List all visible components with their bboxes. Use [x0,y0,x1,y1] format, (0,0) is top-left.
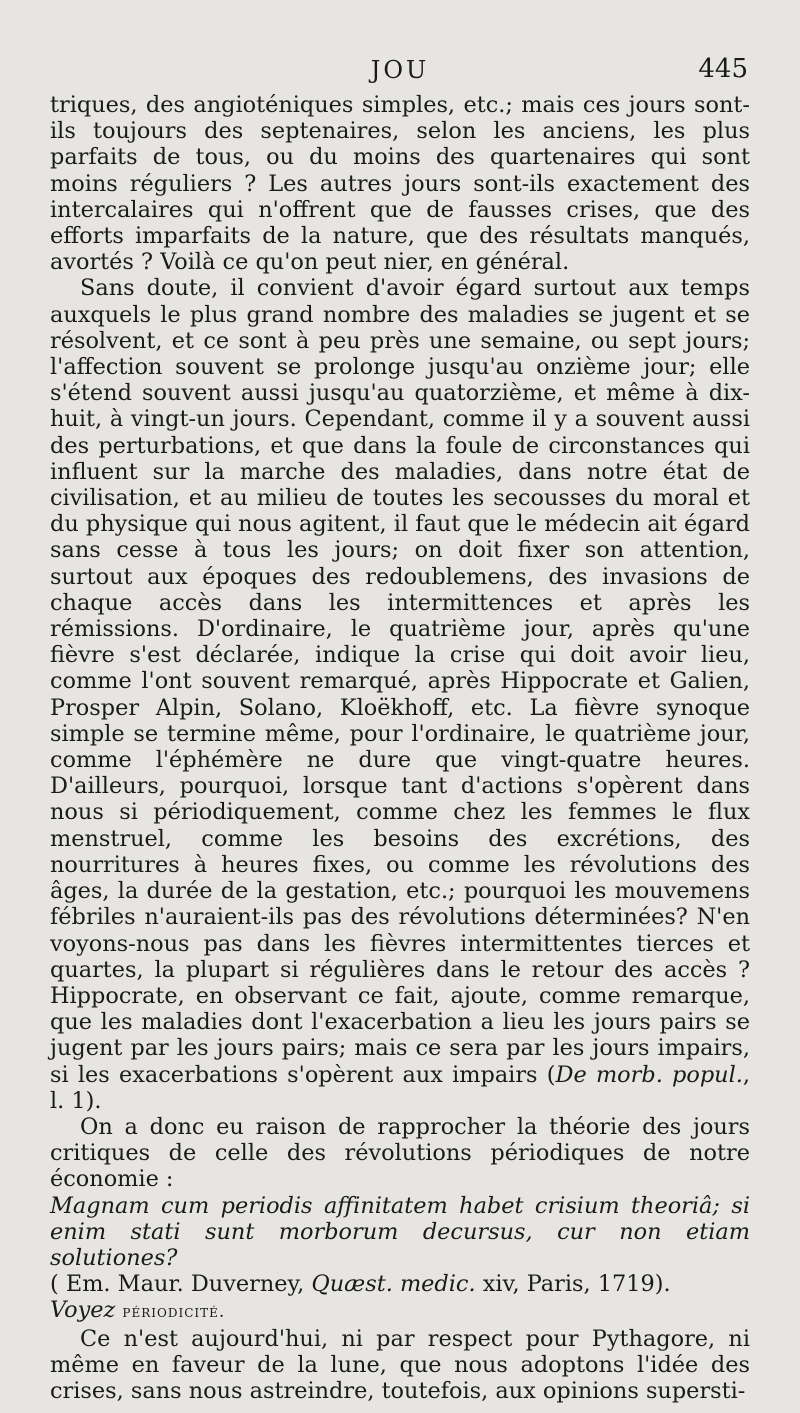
citation-end: , l. 1). [50,1061,751,1114]
page-number: 445 [698,54,748,84]
paragraph-4: Ce n'est aujourd'hui, ni par respect pour Pythagore, ni même en faveur de la lune, que nous adoptons l'idée des crises, sans nous astreindre, toutefois, aux opinions supersti- [50,1325,750,1404]
reference-work-title: Quæst. medic. [311,1271,476,1298]
paragraph-3: On a donc eu raison de rapprocher la théorie des jours critiques de celle des révolutions périodiques de notre économie : [50,1113,750,1193]
reference-author: ( Em. Maur. Duverney, [50,1271,305,1298]
running-head: JOU [370,56,430,84]
cross-reference-target: périodicité. [122,1302,226,1323]
duverney-reference [50,1271,750,1297]
reference-details: xiv, Paris, 1719). [482,1271,671,1298]
citation-de-morb-popul: De morb. popul. [555,1061,743,1088]
paragraph-2 [50,275,750,1114]
paragraph-1: triques, des angioténiques simples, etc.; mais ces jours sont-ils toujours des septenaires, selon les anciens, les plus parfaits de tous, ou du moins des quartenaires qui sont moins réguliers ? Les autres jours sont-ils exactement des intercalaires qui n'offrent que de fausses crises, que des efforts imparfaits de la nature, que des résultats manqués, avortés ? Voilà ce qu'on peut nier, en général. [50,92,750,276]
voyez-label: Voyez [50,1297,116,1324]
latin-quotation: Magnam cum periodis affinitatem habet crisium theoriâ; si enim stati sunt morborum decursus, cur non etiam solutiones? [50,1192,750,1271]
body-text [50,92,750,1404]
cross-reference [50,1297,750,1325]
paragraph-2-text: Sans doute, il convient d'avoir égard surtout aux temps auxquels le plus grand nombre des maladies se jugent et se résolvent, et ce sont à peu près une semaine, ou sept jours; l'affection souvent se prolonge jusqu'au onzième jour; elle s'étend souvent aussi jusqu'au quatorzième, et même à dix-huit, à vingt-un jours. Cependant, comme il y a souvent aussi des perturbations, et que dans la foule de circonstances qui influent sur la marche des maladies, dans notre état de civilisation, et au milieu de toutes les secousses du moral et du physique qui nous agitent, il faut que le médecin ait égard sans cesse à tous les jours; on doit fixer son attention, surtout aux époques des redoublemens, des invasions de chaque accès dans les intermittences et après les rémissions. D'ordinaire, le quatrième jour, après qu'une fièvre s'est déclarée, indique la crise qui doit avoir lieu, comme l'ont souvent remarqué, après Hippocrate et Galien, Prosper Alpin, Solano, Kloëkhoff, etc. La fièvre synoque simple se termine même, pour l'ordinaire, le quatrième jour, comme l'éphémère ne dure que vingt-quatre heures. D'ailleurs, pourquoi, lorsque tant d'actions s'opèrent dans nous si périodiquement, comme chez les femmes le flux menstruel, comme les besoins des excrétions, des nourritures à heures fixes, ou comme les révolutions des âges, la durée de la gestation, etc.; pourquoi les mouvemens fébriles n'auraient-ils pas des révolutions déterminées? N'en voyons-nous pas dans les fièvres intermittentes tierces et quartes, la plupart si régulières dans le retour des accès ? Hippocrate, en observant ce fait, ajoute, comme remarque, que les maladies dont l'exacerbation a lieu les jours pairs se jugent par les jours pairs; mais ce sera par les jours impairs, si les exacerbations s'opèrent aux impairs ( [50,275,750,1088]
page-header [50,52,750,92]
